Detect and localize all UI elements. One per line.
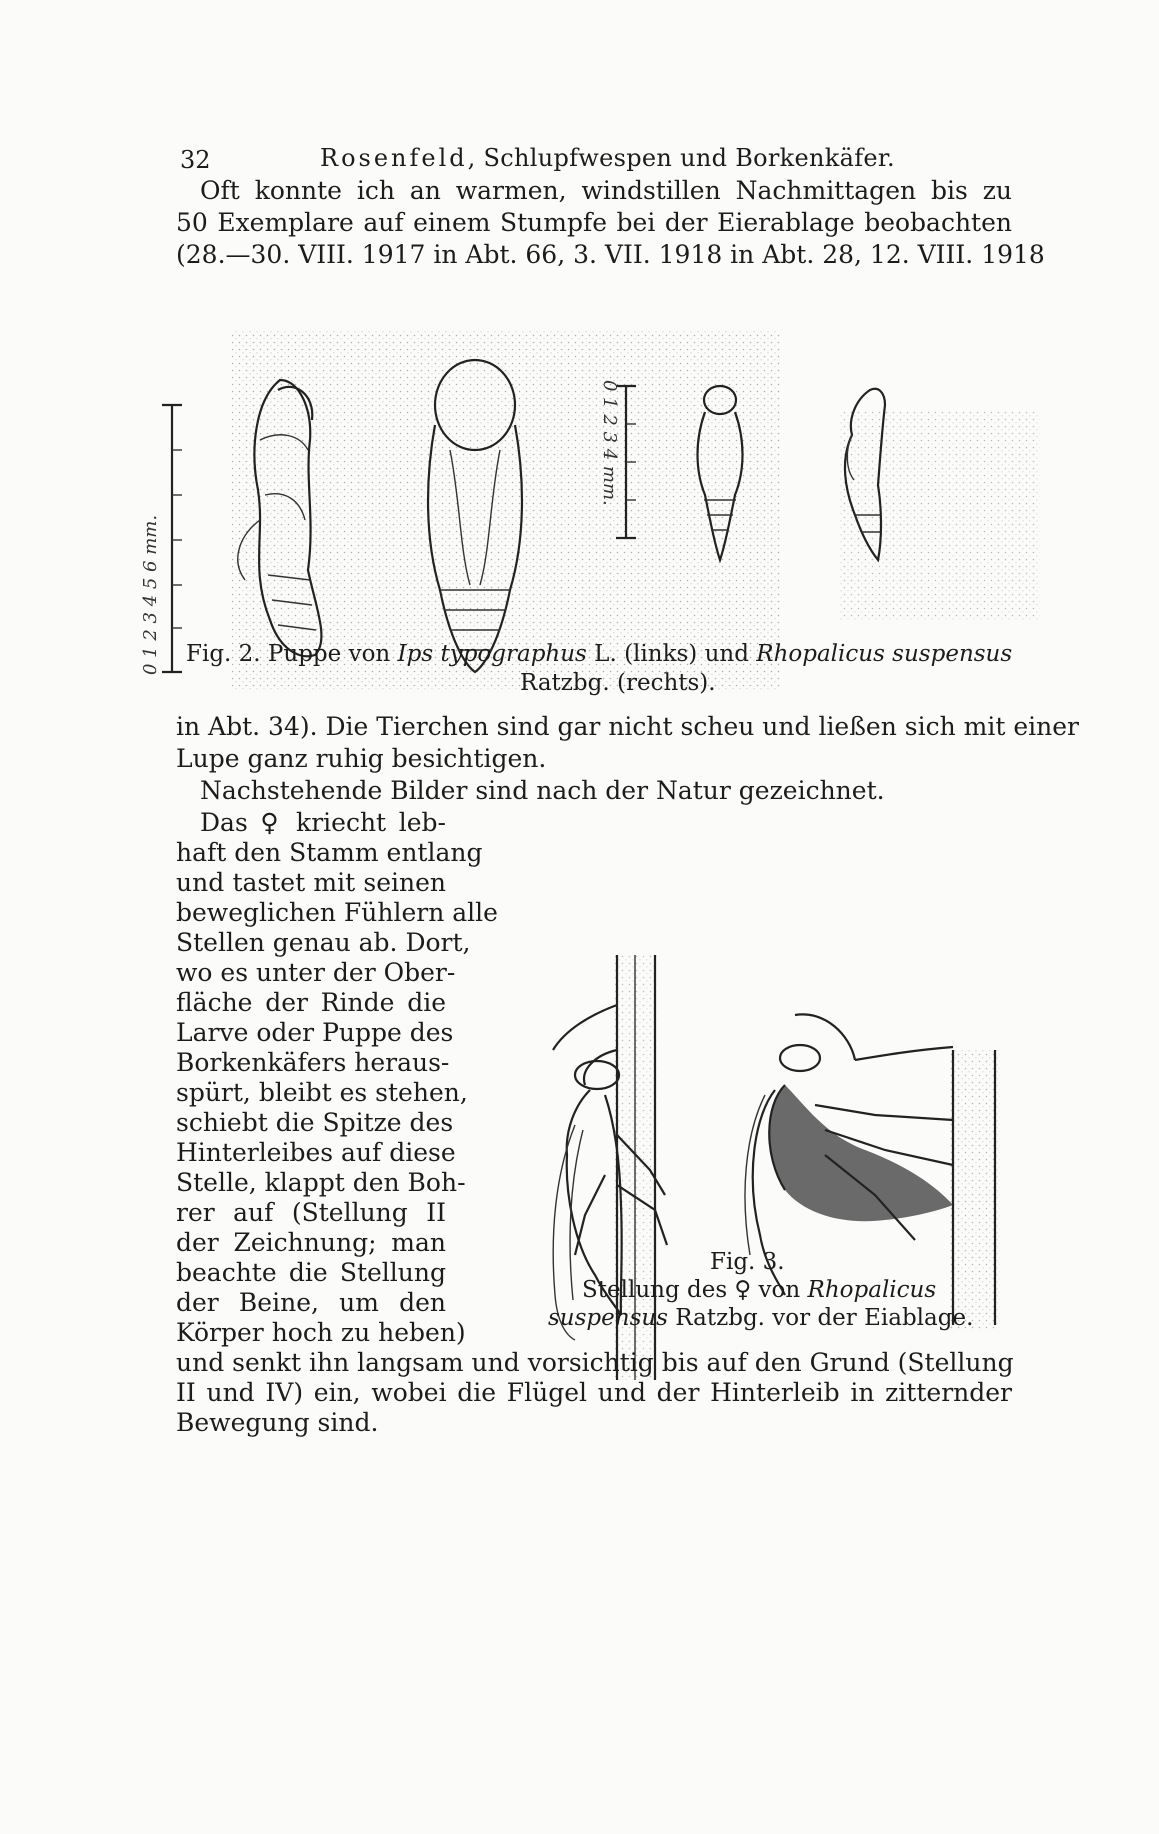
para1-line-3: (28.—30. VIII. 1917 in Abt. 66, 3. VII. 1918 in Abt. 28, 12. VIII. 1918 bbox=[176, 240, 1045, 269]
para1-cont-line-2: Lupe ganz ruhig besichtigen. bbox=[176, 744, 547, 773]
fig2-caption-species-2: Rhopalicus suspensus bbox=[756, 641, 1013, 667]
page-number: 32 bbox=[180, 146, 211, 174]
para3-line-18: Körper hoch zu heben) bbox=[176, 1318, 466, 1347]
para3-full-line-1: und senkt ihn langsam und vorsichtig bis auf den Grund (Stellung bbox=[176, 1348, 1014, 1377]
fig2-caption-prefix: Fig. 2. Puppe von bbox=[186, 641, 398, 667]
figure-2-caption-line-2: Ratzbg. (rechts). bbox=[520, 670, 716, 696]
bark-strip-right bbox=[950, 1050, 1000, 1330]
para3-line-9: Borkenkäfers heraus- bbox=[176, 1048, 450, 1077]
para3-line-2: haft den Stamm entlang bbox=[176, 838, 483, 867]
fig3-caption-rest: Ratzbg. vor der Eiablage. bbox=[668, 1305, 974, 1331]
para3-line-8: Larve oder Puppe des bbox=[176, 1018, 454, 1047]
para3-full-line-2: II und IV) ein, wobei die Flügel und der Hinterleib in zitternder bbox=[176, 1378, 1012, 1407]
para3-line-5: Stellen genau ab. Dort, bbox=[176, 928, 471, 957]
figure-3-caption-line-2 bbox=[582, 1276, 936, 1304]
fig3-caption-prefix: Stellung des ♀ von bbox=[582, 1277, 808, 1303]
header-title: , Schlupfwespen und Borkenkäfer. bbox=[467, 144, 895, 172]
scale-label-left: 0 1 2 3 4 5 6 mm. bbox=[140, 514, 161, 675]
para3-line-14: rer auf (Stellung II bbox=[176, 1198, 446, 1227]
para2: Nachstehende Bilder sind nach der Natur gezeichnet. bbox=[200, 776, 885, 805]
para3-full-line-3: Bewegung sind. bbox=[176, 1408, 379, 1437]
para3-line-4: beweglichen Fühlern alle bbox=[176, 898, 498, 927]
para3-line-6: wo es unter der Ober- bbox=[176, 958, 456, 987]
para3-line-1: Das ♀ kriecht leb- bbox=[200, 808, 446, 837]
wasp-right-abdomen bbox=[769, 1085, 953, 1221]
para3-line-10: spürt, bleibt es stehen, bbox=[176, 1078, 468, 1107]
fig3-caption-species-epithet: suspensus bbox=[548, 1305, 668, 1331]
para3-line-13: Stelle, klappt den Boh- bbox=[176, 1168, 466, 1197]
stipple-left bbox=[232, 330, 780, 692]
para1-line-1: Oft konnte ich an warmen, windstillen Nachmittagen bis zu bbox=[200, 176, 1012, 205]
scale-label-right: 0 1 2 3 4 mm. bbox=[599, 380, 620, 506]
fig2-caption-mid: L. (links) und bbox=[586, 641, 757, 667]
running-header bbox=[320, 144, 895, 172]
para1-cont-line-1: in Abt. 34). Die Tierchen sind gar nicht scheu und ließen sich mit einer bbox=[176, 712, 1079, 741]
fig3-caption-species-genus: Rhopalicus bbox=[807, 1277, 937, 1303]
para3-line-17: der Beine, um den bbox=[176, 1288, 446, 1317]
para1-line-2: 50 Exemplare auf einem Stumpfe bei der Eierablage beobachten bbox=[176, 208, 1012, 237]
para3-line-15: der Zeichnung; man bbox=[176, 1228, 446, 1257]
figure-2-caption-line-1 bbox=[186, 640, 1012, 668]
para3-line-16: beachte die Stellung bbox=[176, 1258, 446, 1287]
header-author: Rosenfeld bbox=[320, 144, 468, 172]
figure-3-caption-line-3 bbox=[548, 1304, 973, 1332]
fig2-caption-species-1: Ips typographus bbox=[397, 641, 587, 667]
para3-line-3: und tastet mit seinen bbox=[176, 868, 446, 897]
scale-bar-left bbox=[162, 405, 182, 672]
para3-line-7: fläche der Rinde die bbox=[176, 988, 446, 1017]
para3-line-12: Hinterleibes auf diese bbox=[176, 1138, 456, 1167]
para3-line-11: schiebt die Spitze des bbox=[176, 1108, 454, 1137]
figure-3-caption-line-1: Fig. 3. bbox=[710, 1249, 785, 1275]
